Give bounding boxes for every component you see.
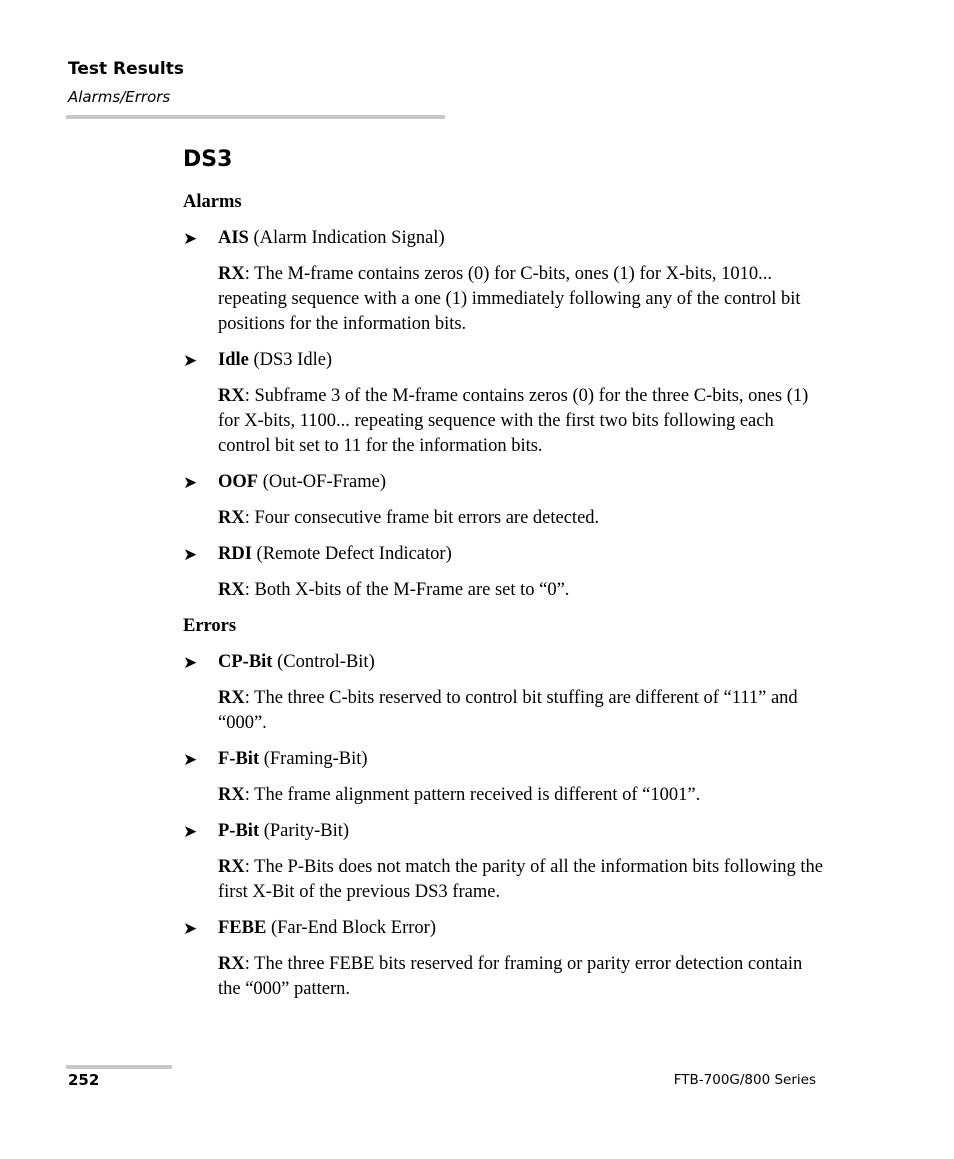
item-term-line [183,916,823,941]
item-paren: (Remote Defect Indicator) [251,544,452,564]
item-paren: (Alarm Indication Signal) [248,228,445,248]
rx-label: RX [218,386,245,406]
arrow-bullet-icon: ➤ [183,545,198,565]
rx-label: RX [218,688,245,708]
item-description [183,686,823,736]
rx-label: RX [218,857,245,877]
item-term: Idle [218,350,249,370]
errors-heading: Errors [183,616,237,636]
item-paren: (Out-OF-Frame) [258,472,387,492]
list-item-cp-bit [183,650,823,736]
main-content [183,145,823,1013]
header-subtitle: Alarms/Errors [68,88,171,106]
description-text: : Four consecutive frame bit errors are detected. [244,508,600,528]
list-item-febe [183,916,823,1002]
alarms-heading: Alarms [183,192,242,212]
item-paren: (Framing-Bit) [259,749,368,769]
list-item-oof [183,470,823,531]
rx-label: RX [218,264,245,284]
footer-series: FTB-700G/800 Series [673,1072,816,1088]
item-paren: (Far-End Block Error) [266,918,436,938]
item-term-line [183,226,823,251]
list-item-rdi [183,542,823,603]
list-item-p-bit [183,819,823,905]
item-paren: (Parity-Bit) [259,821,350,841]
item-term: AIS [218,228,249,248]
description-text: : The frame alignment pattern received is different of “1001”. [244,785,701,805]
item-term-line [183,819,823,844]
arrow-bullet-icon: ➤ [183,750,198,770]
item-description [183,384,823,459]
item-term-line [183,747,823,772]
description-text: : Both X-bits of the M-Frame are set to “0”. [244,580,570,600]
description-text: : The P-Bits does not match the parity of all the information bits following the first X-Bit of the previous DS3 frame. [218,857,823,902]
description-text: : The three C-bits reserved to control bit stuffing are different of “111” and “000”. [218,688,798,733]
item-term: CP-Bit [218,652,273,672]
list-item-idle [183,348,823,459]
item-description [183,506,823,531]
item-description [183,783,823,808]
footer-rule [66,1065,172,1069]
arrow-bullet-icon: ➤ [183,653,198,673]
item-term-line [183,470,823,495]
item-paren: (DS3 Idle) [248,350,333,370]
arrow-bullet-icon: ➤ [183,919,198,939]
arrow-bullet-icon: ➤ [183,473,198,493]
description-text: : The three FEBE bits reserved for framing or parity error detection contain the “000” pattern. [218,954,803,999]
item-term: RDI [218,544,252,564]
rx-label: RX [218,954,245,974]
rx-label: RX [218,580,245,600]
rx-label: RX [218,508,245,528]
list-item-f-bit [183,747,823,808]
item-description [183,578,823,603]
item-paren: (Control-Bit) [272,652,375,672]
list-item-ais [183,226,823,337]
description-text: : Subframe 3 of the M-frame contains zeros (0) for the three C-bits, ones (1) for X-bits, 1100... repeating sequence with the first two bits following each control bit set to 11 for the information bits. [218,386,809,456]
arrow-bullet-icon: ➤ [183,822,198,842]
item-term-line [183,650,823,675]
item-term-line [183,542,823,567]
arrow-bullet-icon: ➤ [183,351,198,371]
item-term: FEBE [218,918,267,938]
section-title: DS3 [183,147,233,172]
rx-label: RX [218,785,245,805]
item-description [183,262,823,337]
page-number: 252 [68,1071,100,1089]
item-term-line [183,348,823,373]
description-text: : The M-frame contains zeros (0) for C-bits, ones (1) for X-bits, 1010... repeating sequence with a one (1) immediately following any of the control bit positions for the information bits. [218,264,801,334]
item-term: P-Bit [218,821,260,841]
item-description [183,952,823,1002]
item-term: F-Bit [218,749,260,769]
item-description [183,855,823,905]
header-rule [66,115,445,119]
item-term: OOF [218,472,259,492]
arrow-bullet-icon: ➤ [183,229,198,249]
header-title: Test Results [68,59,184,79]
